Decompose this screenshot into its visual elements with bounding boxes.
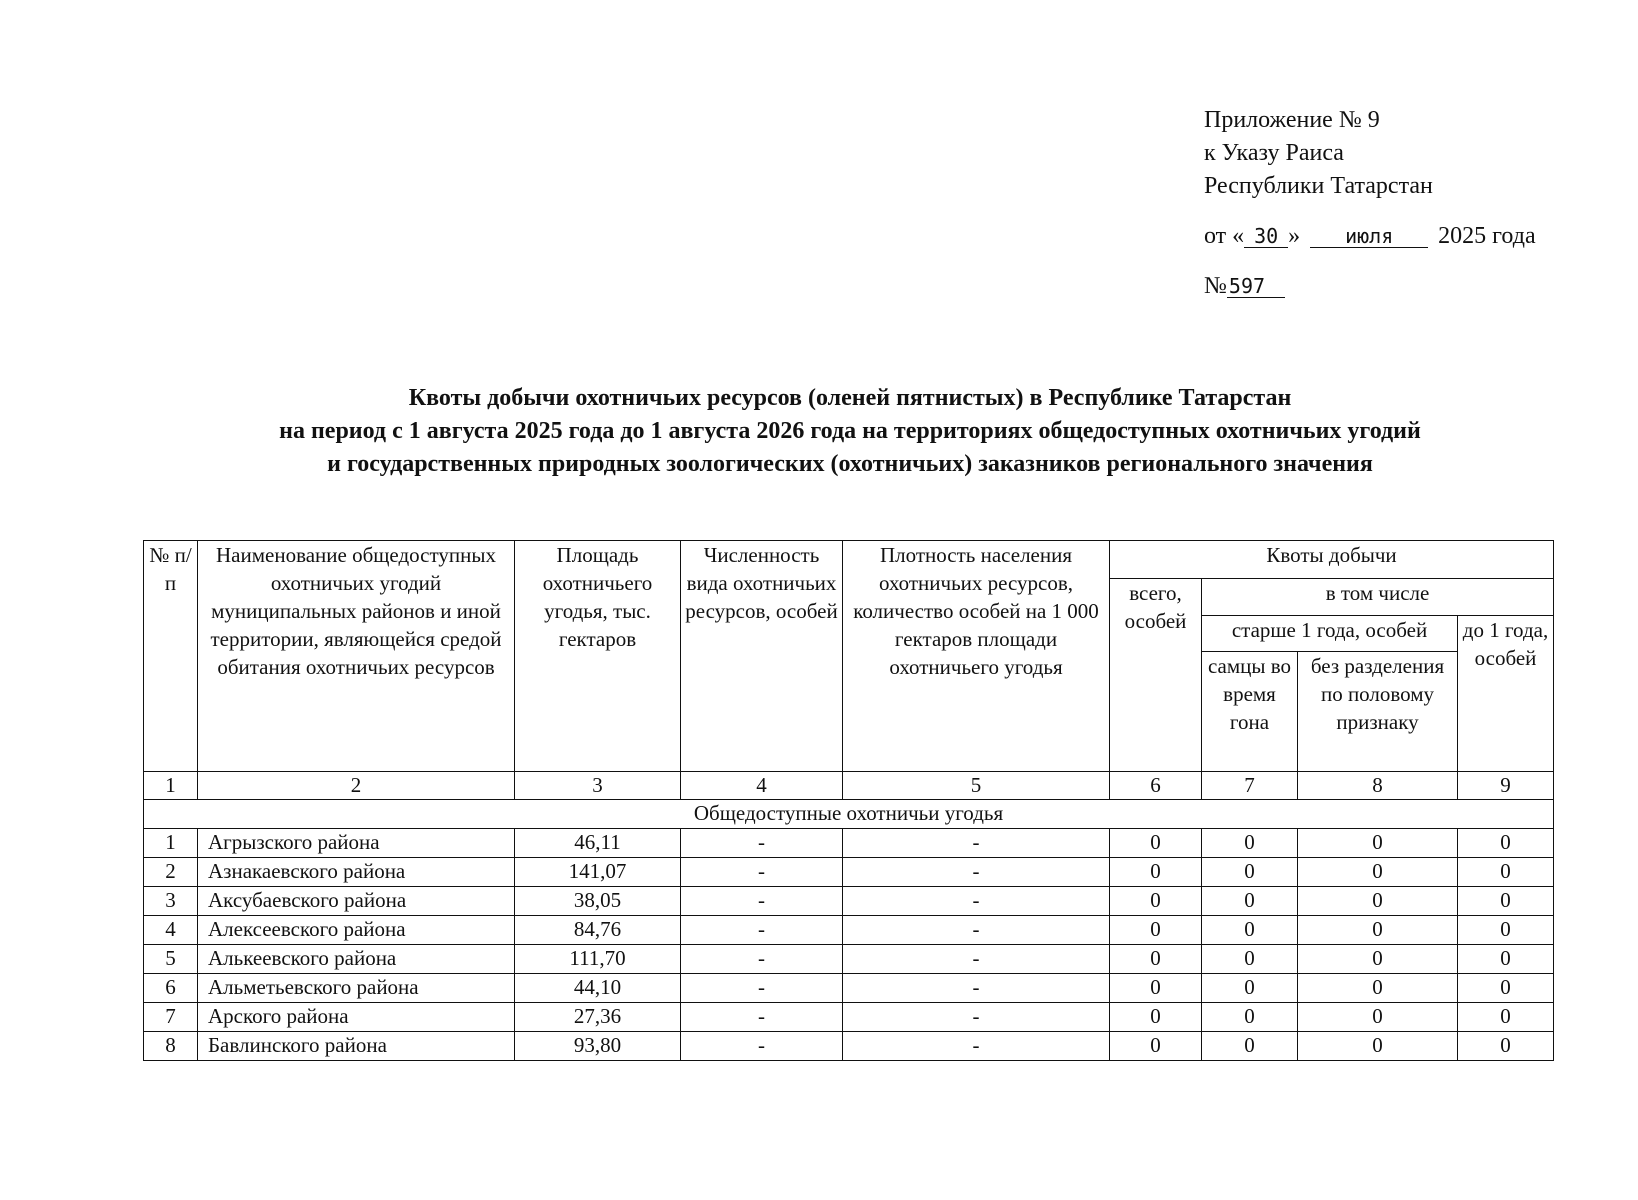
header-nosex: без разделения по половому признаку — [1298, 652, 1458, 772]
table-row — [144, 1032, 1554, 1061]
cell-area: 93,80 — [515, 1032, 681, 1061]
cell-under1: 0 — [1458, 974, 1554, 1003]
table-row — [144, 916, 1554, 945]
cell-density: - — [843, 1032, 1110, 1061]
cell-nosex: 0 — [1298, 974, 1458, 1003]
cell-name: Алькеевского района — [198, 945, 515, 974]
header-area: Площадь охотничьего угодья, тыс. гектаров — [515, 541, 681, 772]
table-row — [144, 858, 1554, 887]
cell-nosex: 0 — [1298, 916, 1458, 945]
date-year: 2025 года — [1438, 223, 1536, 249]
table-body — [144, 829, 1554, 1061]
header-under1: до 1 года, особей — [1458, 616, 1554, 772]
cell-under1: 0 — [1458, 945, 1554, 974]
column-numbers-row — [144, 772, 1554, 800]
header-count: Численность вида охотничьих ресурсов, особей — [681, 541, 843, 772]
column-number: 1 — [144, 772, 198, 800]
cell-nosex: 0 — [1298, 1003, 1458, 1032]
cell-density: - — [843, 887, 1110, 916]
cell-name: Альметьевского района — [198, 974, 515, 1003]
cell-density: - — [843, 974, 1110, 1003]
appendix-decree: к Указу Раиса — [1204, 140, 1344, 166]
column-number: 8 — [1298, 772, 1458, 800]
cell-density: - — [843, 1003, 1110, 1032]
section-title: Общедоступные охотничьи угодья — [144, 800, 1554, 829]
cell-count: - — [681, 945, 843, 974]
appendix-republic: Республики Татарстан — [1204, 173, 1433, 199]
cell-area: 141,07 — [515, 858, 681, 887]
title-line-3: и государственных природных зоологических (охотничьих) заказников регионального значения — [327, 451, 1373, 477]
cell-under1: 0 — [1458, 858, 1554, 887]
cell-males: 0 — [1202, 829, 1298, 858]
column-number: 2 — [198, 772, 515, 800]
appendix-number: Приложение № 9 — [1204, 107, 1380, 133]
cell-nosex: 0 — [1298, 829, 1458, 858]
date-month: июля — [1310, 225, 1428, 248]
cell-n: 4 — [144, 916, 198, 945]
cell-area: 38,05 — [515, 887, 681, 916]
title-line-1: Квоты добычи охотничьих ресурсов (оленей пятнистых) в Республике Татарстан — [408, 385, 1292, 411]
cell-name: Бавлинского района — [198, 1032, 515, 1061]
cell-males: 0 — [1202, 887, 1298, 916]
cell-area: 111,70 — [515, 945, 681, 974]
header-density: Плотность населения охотничьих ресурсов, количество особей на 1 000 гектаров площади охотничьего угодья — [843, 541, 1110, 772]
cell-n: 2 — [144, 858, 198, 887]
cell-total: 0 — [1110, 858, 1202, 887]
cell-under1: 0 — [1458, 916, 1554, 945]
header-including: в том числе — [1202, 579, 1554, 616]
cell-under1: 0 — [1458, 1032, 1554, 1061]
date-mid: » — [1288, 223, 1301, 249]
cell-total: 0 — [1110, 974, 1202, 1003]
header-num: № п/п — [144, 541, 198, 772]
number-value: 597 — [1227, 275, 1285, 298]
cell-density: - — [843, 858, 1110, 887]
cell-name: Аксубаевского района — [198, 887, 515, 916]
cell-nosex: 0 — [1298, 887, 1458, 916]
table-row — [144, 974, 1554, 1003]
cell-count: - — [681, 974, 843, 1003]
table-row — [144, 1003, 1554, 1032]
cell-count: - — [681, 858, 843, 887]
cell-area: 84,76 — [515, 916, 681, 945]
cell-nosex: 0 — [1298, 858, 1458, 887]
cell-n: 5 — [144, 945, 198, 974]
header-total: всего, особей — [1110, 579, 1202, 772]
cell-name: Азнакаевского района — [198, 858, 515, 887]
table-row — [144, 829, 1554, 858]
title-line-2: на период с 1 августа 2025 года до 1 августа 2026 года на территориях общедоступных охотничьих угодий — [279, 418, 1421, 444]
cell-nosex: 0 — [1298, 1032, 1458, 1061]
cell-total: 0 — [1110, 829, 1202, 858]
quota-table — [143, 540, 1554, 1061]
column-number: 7 — [1202, 772, 1298, 800]
cell-count: - — [681, 829, 843, 858]
cell-under1: 0 — [1458, 829, 1554, 858]
cell-total: 0 — [1110, 916, 1202, 945]
cell-males: 0 — [1202, 916, 1298, 945]
cell-density: - — [843, 945, 1110, 974]
appendix-block — [1204, 104, 1536, 303]
header-quota: Квоты добычи — [1110, 541, 1554, 579]
cell-area: 46,11 — [515, 829, 681, 858]
cell-name: Агрызского района — [198, 829, 515, 858]
table-row — [144, 945, 1554, 974]
cell-total: 0 — [1110, 887, 1202, 916]
column-number: 3 — [515, 772, 681, 800]
document-title — [100, 382, 1600, 481]
cell-count: - — [681, 916, 843, 945]
cell-n: 7 — [144, 1003, 198, 1032]
cell-males: 0 — [1202, 1003, 1298, 1032]
cell-density: - — [843, 829, 1110, 858]
header-name: Наименование общедоступных охотничьих угодий муниципальных районов и иной территории, являющейся средой обитания охотничьих ресурсов — [198, 541, 515, 772]
cell-males: 0 — [1202, 858, 1298, 887]
decree-number — [1204, 270, 1536, 303]
cell-area: 27,36 — [515, 1003, 681, 1032]
section-row — [144, 800, 1554, 829]
cell-count: - — [681, 1032, 843, 1061]
cell-density: - — [843, 916, 1110, 945]
cell-area: 44,10 — [515, 974, 681, 1003]
cell-total: 0 — [1110, 1032, 1202, 1061]
cell-n: 6 — [144, 974, 198, 1003]
column-number: 9 — [1458, 772, 1554, 800]
column-number: 5 — [843, 772, 1110, 800]
column-number: 6 — [1110, 772, 1202, 800]
cell-nosex: 0 — [1298, 945, 1458, 974]
cell-name: Арского района — [198, 1003, 515, 1032]
cell-males: 0 — [1202, 945, 1298, 974]
cell-males: 0 — [1202, 974, 1298, 1003]
cell-total: 0 — [1110, 945, 1202, 974]
header-males: самцы во время гона — [1202, 652, 1298, 772]
cell-under1: 0 — [1458, 887, 1554, 916]
cell-under1: 0 — [1458, 1003, 1554, 1032]
column-number: 4 — [681, 772, 843, 800]
header-older: старше 1 года, особей — [1202, 616, 1458, 652]
table-row — [144, 887, 1554, 916]
cell-n: 8 — [144, 1032, 198, 1061]
date-prefix: от « — [1204, 223, 1245, 249]
cell-count: - — [681, 1003, 843, 1032]
appendix-date — [1204, 220, 1536, 253]
number-prefix: № — [1204, 273, 1227, 299]
cell-name: Алексеевского района — [198, 916, 515, 945]
cell-count: - — [681, 887, 843, 916]
date-day: 30 — [1244, 225, 1288, 248]
cell-males: 0 — [1202, 1032, 1298, 1061]
cell-total: 0 — [1110, 1003, 1202, 1032]
cell-n: 3 — [144, 887, 198, 916]
cell-n: 1 — [144, 829, 198, 858]
